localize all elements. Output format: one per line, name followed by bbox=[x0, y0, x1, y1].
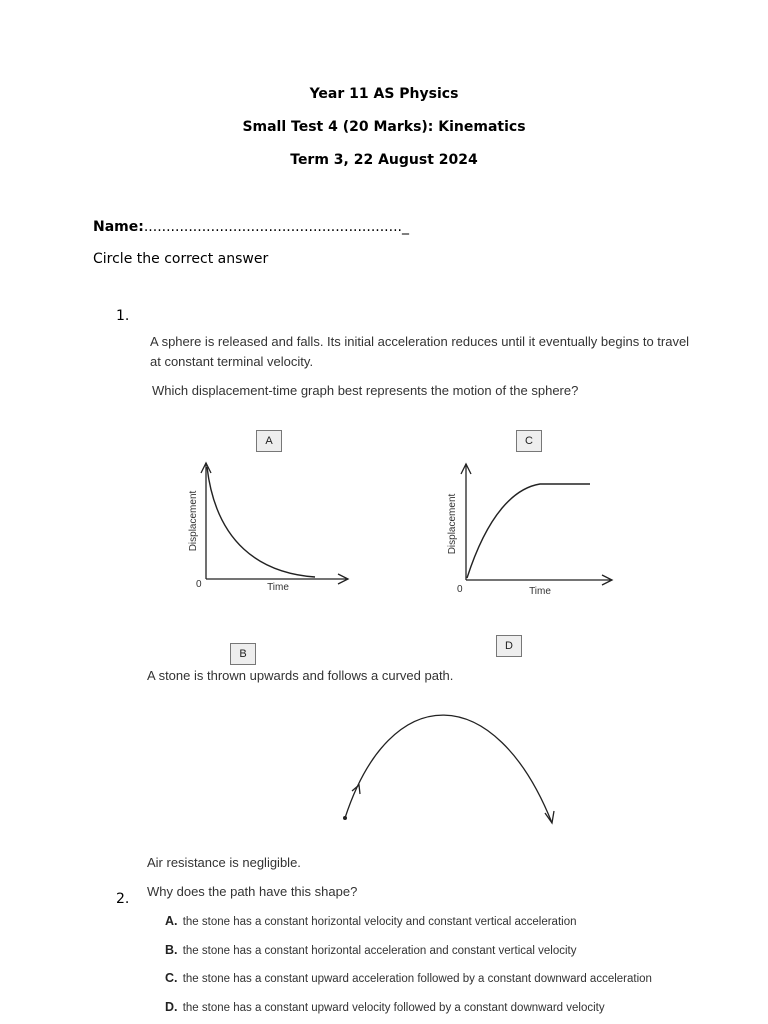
name-underscore: _ bbox=[401, 219, 409, 235]
option-a-text: the stone has a constant horizontal velocity and constant vertical acceleration bbox=[182, 916, 577, 928]
question-2-note: Air resistance is negligible. bbox=[147, 855, 301, 870]
question-1-number: 1. bbox=[116, 308, 130, 324]
graph-a-origin: 0 bbox=[196, 579, 202, 590]
option-c-text: the stone has a constant upward acceleration followed by a constant downward acceleration bbox=[182, 973, 652, 985]
instruction: Circle the correct answer bbox=[93, 251, 269, 267]
graph-a-x-label: Time bbox=[267, 582, 289, 593]
option-box-a[interactable]: A bbox=[256, 430, 282, 452]
option-d-letter: D. bbox=[165, 1000, 178, 1014]
option-c-letter: C. bbox=[165, 971, 178, 985]
question-2-prompt: Why does the path have this shape? bbox=[147, 884, 358, 899]
question-1-prompt: Which displacement-time graph best represents the motion of the sphere? bbox=[152, 383, 579, 398]
stone-path-curve bbox=[345, 715, 552, 823]
option-d-text: the stone has a constant upward velocity followed by a constant downward velocity bbox=[182, 1002, 605, 1014]
graph-a-curve bbox=[207, 467, 315, 577]
name-dots: .......................................................... bbox=[143, 219, 402, 235]
graph-a bbox=[180, 455, 360, 600]
graph-c-x-label: Time bbox=[529, 586, 551, 597]
question-2-option-a[interactable] bbox=[165, 914, 577, 928]
graph-c-y-label: Displacement bbox=[447, 493, 458, 555]
option-b-text: the stone has a constant horizontal acceleration and constant vertical velocity bbox=[182, 945, 577, 957]
title-course: Year 11 AS Physics bbox=[309, 86, 459, 102]
option-b-letter: B. bbox=[165, 943, 178, 957]
question-2-option-c[interactable] bbox=[165, 971, 652, 985]
graph-c-origin: 0 bbox=[457, 584, 463, 595]
option-a-letter: A. bbox=[165, 914, 178, 928]
graph-a-y-label: Displacement bbox=[188, 490, 199, 552]
option-box-d[interactable]: D bbox=[496, 635, 522, 657]
question-2-intro: A stone is thrown upwards and follows a curved path. bbox=[147, 668, 454, 683]
option-box-c[interactable]: C bbox=[516, 430, 542, 452]
title-test: Small Test 4 (20 Marks): Kinematics bbox=[242, 119, 526, 135]
option-box-b[interactable]: B bbox=[230, 643, 256, 665]
title-date: Term 3, 22 August 2024 bbox=[290, 152, 478, 168]
stone-path-diagram bbox=[330, 705, 570, 830]
question-2-option-d[interactable] bbox=[165, 1000, 605, 1014]
name-line bbox=[93, 219, 409, 235]
question-1-stem-line-1: A sphere is released and falls. Its initial acceleration reduces until it eventually begins to travel bbox=[150, 334, 690, 349]
stone-launch-point bbox=[343, 816, 347, 820]
graph-c-curve bbox=[467, 484, 590, 578]
question-1-stem-line-2: at constant terminal velocity. bbox=[150, 354, 314, 369]
name-label: Name: bbox=[93, 219, 144, 235]
question-2-option-b[interactable] bbox=[165, 943, 577, 957]
question-2-number: 2. bbox=[116, 891, 130, 907]
graph-c bbox=[440, 458, 620, 603]
